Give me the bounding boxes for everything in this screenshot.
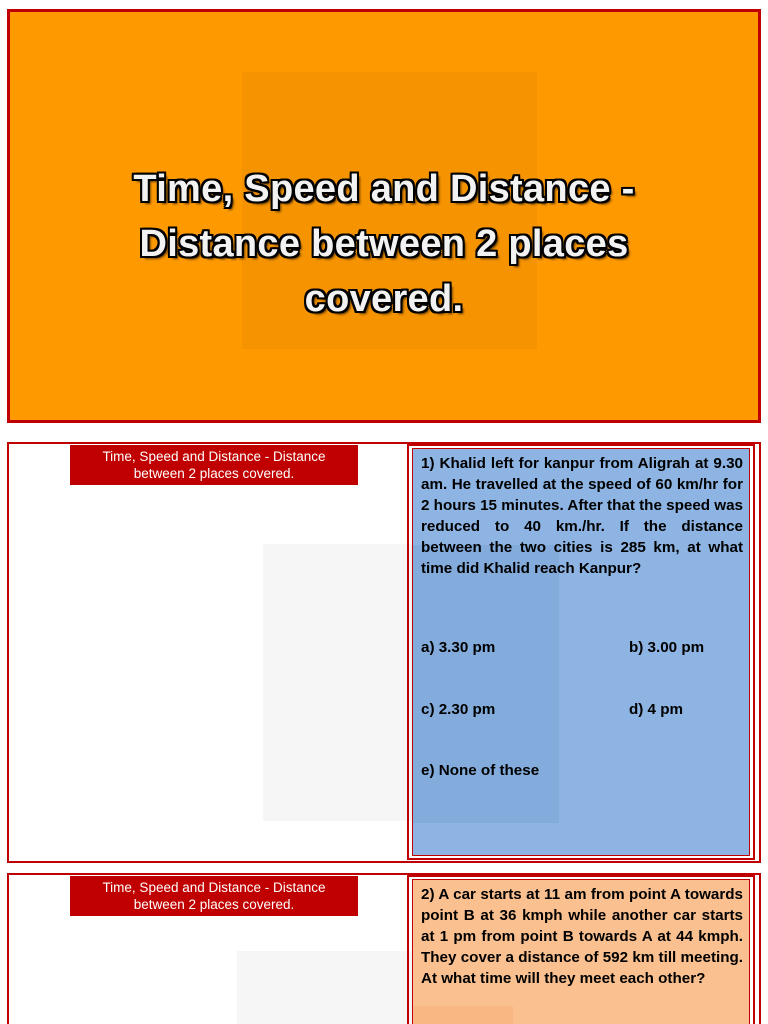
question-box: [412, 879, 750, 1024]
option-c: c) 2.30 pm: [421, 701, 496, 718]
question-slide-1: [7, 442, 761, 863]
slide-header: [70, 445, 358, 485]
question-box: [412, 448, 750, 856]
slide-header-line-2: between 2 places covered.: [133, 466, 295, 481]
question-text: 1) Khalid left for kanpur from Aligrah at 9.30 am. He travelled at the speed of 60 km/hr for 2 hours 15 minutes. After that the speed was reduced to 40 km./hr. If the distance between the two cities is 285 km, at what time did Khalid reach Kanpur?: [421, 455, 743, 577]
question-slide-2: [7, 873, 761, 1024]
slide-header-line-2: between 2 places covered.: [133, 897, 295, 912]
slide-header-line-1: Time, Speed and Distance - Distance: [102, 449, 326, 464]
question-text: 2) A car starts at 11 am from point A towards point B at 36 kmph while another car starts at 1 pm from point B towards A at 44 kmph. They cover a distance of 592 km till meeting. At what time will they meet each other?: [421, 886, 743, 987]
slide-header-line-1: Time, Speed and Distance - Distance: [102, 880, 326, 895]
title-slide: [7, 9, 761, 423]
option-d: d) 4 pm: [629, 701, 684, 718]
title-line-2: Distance between 2 places: [139, 223, 629, 265]
option-e: e) None of these: [421, 762, 540, 779]
watermark-overlap: [413, 1006, 513, 1024]
title-line-1: Time, Speed and Distance -: [133, 168, 635, 210]
option-b: b) 3.00 pm: [629, 639, 705, 656]
watermark-overlap: [413, 545, 559, 823]
option-a: a) 3.30 pm: [421, 639, 496, 656]
page-title: [10, 162, 758, 327]
title-line-3: covered.: [304, 278, 464, 320]
slide-header: [70, 876, 358, 916]
